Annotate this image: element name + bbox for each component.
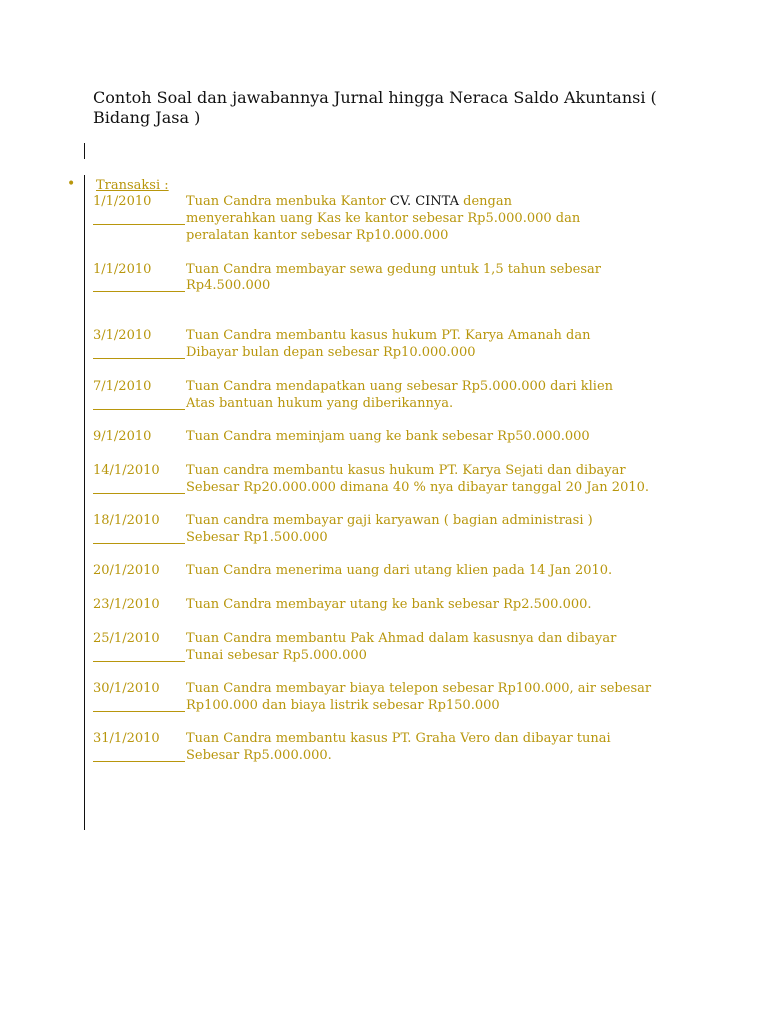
transaction-text: Tuan Candra membantu kasus PT. Graha Vero dan dibayar tunai bbox=[186, 731, 611, 746]
underline-pad bbox=[93, 493, 185, 494]
underline-pad bbox=[93, 224, 185, 225]
transaction-date: 1/1/2010 bbox=[93, 262, 152, 277]
margin-rule bbox=[84, 175, 85, 830]
transaction-date: 18/1/2010 bbox=[93, 513, 160, 528]
underline-pad bbox=[93, 409, 185, 410]
transaction-text: Tuan Candra membayar sewa gedung untuk 1,5 tahun sebesar bbox=[186, 262, 601, 277]
transaction-text: Tuan Candra membayar utang ke bank sebesar Rp2.500.000. bbox=[186, 597, 592, 612]
underline-pad bbox=[93, 661, 185, 662]
transaction-text: Sebesar Rp5.000.000. bbox=[186, 748, 332, 763]
transaction-date: 9/1/2010 bbox=[93, 429, 152, 444]
underline-pad bbox=[93, 291, 185, 292]
transaction-text: Atas bantuan hukum yang diberikannya. bbox=[186, 396, 454, 411]
transaction-text: Sebesar Rp20.000.000 dimana 40 % nya dibayar tanggal 20 Jan 2010. bbox=[186, 480, 650, 495]
text-cursor-bar bbox=[84, 143, 85, 159]
transaction-text: Sebesar Rp1.500.000 bbox=[186, 530, 328, 545]
transaction-text: Tuan Candra membantu Pak Ahmad dalam kasusnya dan dibayar bbox=[186, 631, 617, 646]
transaction-text: Tuan Candra mendapatkan uang sebesar Rp5.000.000 dari klien bbox=[186, 379, 614, 394]
transaction-date: 14/1/2010 bbox=[93, 463, 160, 478]
transaction-date: 31/1/2010 bbox=[93, 731, 160, 746]
transaction-text: Tuan candra membantu kasus hukum PT. Karya Sejati dan dibayar bbox=[186, 463, 626, 478]
transaction-text: Rp100.000 dan biaya listrik sebesar Rp150.000 bbox=[186, 698, 500, 713]
transaction-date: 23/1/2010 bbox=[93, 597, 160, 612]
transaction-text: Tuan candra membayar gaji karyawan ( bagian administrasi ) bbox=[186, 513, 593, 528]
transaction-date: 20/1/2010 bbox=[93, 563, 160, 578]
document-title: Contoh Soal dan jawabannya Jurnal hingga Neraca Saldo Akuntansi ( Bidang Jasa ) bbox=[93, 88, 657, 127]
transaction-text: Tuan Candra meminjam uang ke bank sebesar Rp50.000.000 bbox=[186, 429, 590, 444]
transaction-text: menyerahkan uang Kas ke kantor sebesar Rp5.000.000 dan bbox=[186, 211, 581, 226]
transaction-text: Tuan Candra menbuka Kantor CV. CINTA dengan bbox=[186, 194, 512, 209]
transaction-date: 25/1/2010 bbox=[93, 631, 160, 646]
transaction-text: Tuan Candra membayar biaya telepon sebesar Rp100.000, air sebesar bbox=[186, 681, 652, 696]
transaction-text: peralatan kantor sebesar Rp10.000.000 bbox=[186, 228, 449, 243]
underline-pad bbox=[93, 711, 185, 712]
underline-pad bbox=[93, 358, 185, 359]
transaction-date: 7/1/2010 bbox=[93, 379, 152, 394]
transaction-date: 3/1/2010 bbox=[93, 328, 152, 343]
bullet-icon: • bbox=[67, 176, 76, 192]
underline-pad bbox=[93, 761, 185, 762]
transaction-date: 1/1/2010 bbox=[93, 194, 152, 209]
underline-pad bbox=[93, 543, 185, 544]
transactions-heading: Transaksi : bbox=[96, 178, 169, 193]
transaction-text: Tuan Candra membantu kasus hukum PT. Karya Amanah dan bbox=[186, 328, 591, 343]
transaction-text: Tunai sebesar Rp5.000.000 bbox=[186, 648, 367, 663]
transaction-date: 30/1/2010 bbox=[93, 681, 160, 696]
transaction-text: Tuan Candra menerima uang dari utang klien pada 14 Jan 2010. bbox=[186, 563, 613, 578]
transaction-text: Rp4.500.000 bbox=[186, 278, 271, 293]
transaction-text: Dibayar bulan depan sebesar Rp10.000.000 bbox=[186, 345, 476, 360]
